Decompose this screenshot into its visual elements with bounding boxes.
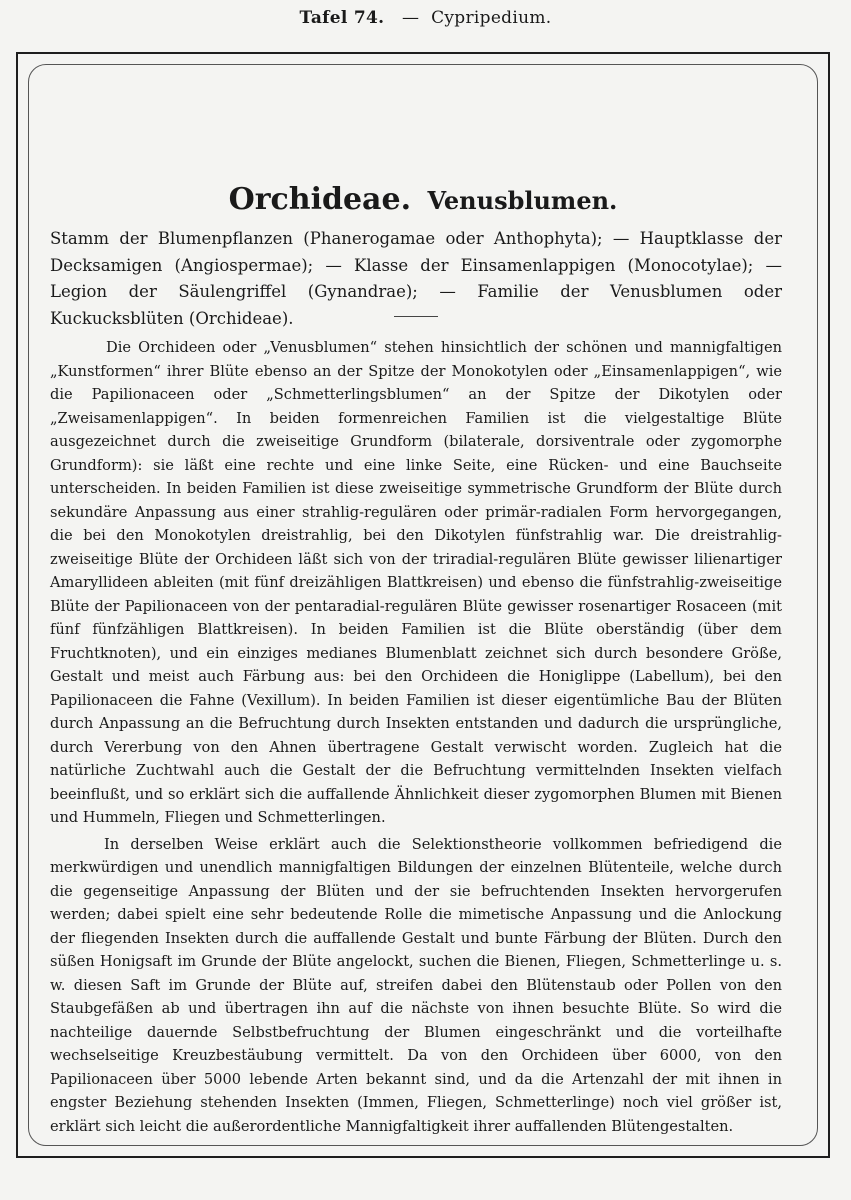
body-text (50, 336, 782, 1138)
genus-name: Cypripedium. (431, 8, 552, 28)
page-outer-border (16, 52, 830, 1158)
title-german: Venusblumen. (427, 186, 618, 215)
running-head (0, 8, 851, 28)
page-title (18, 182, 828, 217)
plate-number: Tafel 74. (299, 8, 385, 28)
section-divider (394, 316, 438, 317)
title-latin: Orchideae. (228, 182, 412, 217)
paragraph-1: Die Orchideen oder „Venusblumen“ stehen hinsichtlich der schönen und mannigfaltigen „Kunstformen“ ihrer Blüte ebenso an der Spitze der Monokotylen oder „Einsamenlappigen“, wie die Papilionaceen oder „Schmetterlingsblumen“ an der Spitze der Dikotylen oder „Zweisamenlappigen“. In beiden formenreichen Familien ist die vielgestaltige Blüte ausgezeichnet durch die zweiseitige Grundform (bilaterale, dorsiventrale oder zygomorphe Grundform): sie läßt eine rechte und eine linke Seite, eine Rücken- und eine Bauchseite unterscheiden. In beiden Familien ist diese zweiseitige symmetrische Grundform der Blüte durch sekundäre Anpassung aus einer strahlig-regulären oder primär-radialen Form hervorgegangen, die bei den Monokotylen dreistrahlig, bei den Dikotylen fünfstrahlig war. Die dreistrahlig-zweiseitige Blüte der Orchideen läßt sich von der triradial-regulären Blüte gewisser lilienartiger Amaryllideen ableiten (mit fünf dreizähligen Blattkreisen) und ebenso die fünfstrahlig-zweiseitige Blüte der Papilionaceen von der pentaradial-regulären Blüte gewisser rosenartiger Rosaceen (mit fünf fünfzähligen Blattkreisen). In beiden Familien ist die Blüte oberständig (über dem Fruchtknoten), und ein einziges medianes Blumenblatt zeichnet sich durch besondere Größe, Gestalt und meist auch Färbung aus: bei den Orchideen die Honiglippe (Labellum), bei den Papilionaceen die Fahne (Vexillum). In beiden Familien ist dieser eigentümliche Bau der Blüten durch Anpassung an die Befruchtung durch Insekten entstanden und dadurch die ursprüngliche, durch Vererbung von den Ahnen übertragene Gestalt verwischt worden. Zugleich hat die natürliche Zuchtwahl auch die Gestalt der die Befruchtung vermittelnden Insekten vielfach beeinflußt, und so erklärt sich die auffallende Ähnlichkeit dieser zygomorphen Blumen mit Bienen und Hummeln, Fliegen und Schmetterlingen. (50, 339, 782, 826)
paragraph-2: In derselben Weise erklärt auch die Selektionstheorie vollkommen befriedigend die merkwürdigen und unendlich mannigfaltigen Bildungen der einzelnen Blütenteile, welche durch die gegenseitige Anpassung der Blüten und der sie befruchtenden Insekten hervorgerufen werden; dabei spielt eine sehr bedeutende Rolle die mimetische Anpassung und die Anlockung der fliegenden Insekten durch die auffallende Gestalt und bunte Färbung der Blüten. Durch den süßen Honigsaft im Grunde der Blüte angelockt, suchen die Bienen, Fliegen, Schmetterlinge u. s. w. diesen Saft im Grunde der Blüte auf, streifen dabei den Blütenstaub oder Pollen von den Staubgefäßen ab und übertragen ihn auf die nächste von ihnen besuchte Blüte. So wird die nachteilige dauernde Selbstbefruchtung der Blumen eingeschränkt und die vorteilhafte wechselseitige Kreuzbestäubung vermittelt. Da von den Orchideen über 6000, von den Papilionaceen über 5000 lebende Arten bekannt sind, und da die Artenzahl der mit ihnen in engster Beziehung stehenden Insekten (Immen, Fliegen, Schmetterlinge) noch viel größer ist, erklärt sich leicht die außerordentliche Mannigfaltigkeit ihrer auffallenden Blütengestalten. (50, 835, 782, 1135)
taxonomy-classification: Stamm der Blumenpflanzen (Phanerogamae oder Anthophyta); — Hauptklasse der Decksamigen (Angiospermae); — Klasse der Einsamenlappigen (Monocotylae); — Legion der Säulengriffel (Gynandrae); — Familie der Venusblumen oder Kuckucksblüten (Orchideae). (50, 229, 782, 328)
header-separator: — (402, 8, 420, 28)
